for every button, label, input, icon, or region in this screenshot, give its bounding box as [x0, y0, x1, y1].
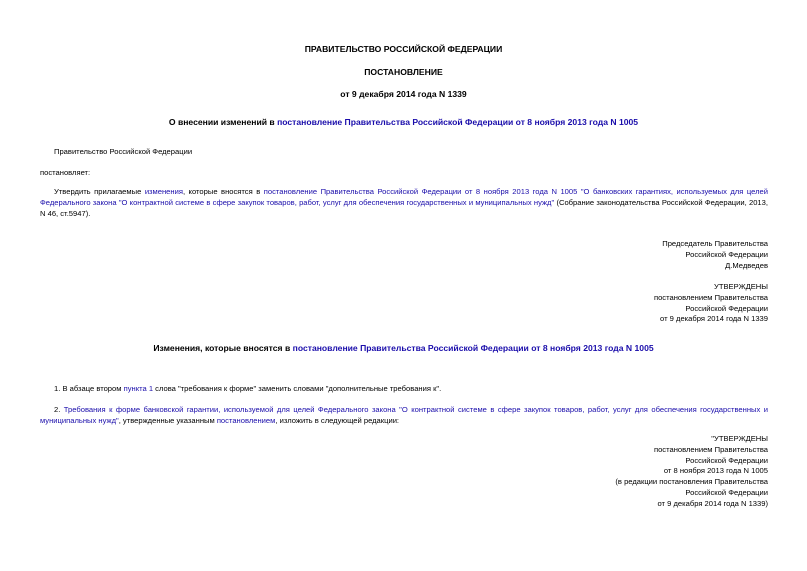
changes-title — [0, 343, 807, 353]
item2-text-c: , изложить в следующей редакции: — [275, 416, 400, 425]
document-date: от 9 декабря 2014 года N 1339 — [340, 89, 467, 99]
signature-line-2: Российской Федерации — [685, 249, 768, 259]
item1-text-b: слова "требования к форме" заменить словами "дополнительные требования к". — [153, 384, 442, 393]
approved-line-2: постановлением Правительства — [653, 292, 768, 302]
issuer-paragraph: Правительство Российской Федерации — [54, 147, 193, 156]
approved-block — [508, 282, 768, 325]
change-item-1 — [40, 383, 768, 394]
link-changes[interactable]: изменения — [144, 187, 183, 196]
quote-line-2: постановлением Правительства — [653, 444, 768, 454]
changes-title-link-resolution-1005[interactable]: постановление Правительства Российской Федерации от 8 ноября 2013 года N 1005 — [292, 343, 654, 353]
quote-line-3: Российской Федерации — [685, 455, 768, 465]
p1-text-b: , которые вносятся в — [182, 187, 264, 196]
quote-line-1: "УТВЕРЖДЕНЫ — [711, 434, 768, 443]
link-resolution-1005-full[interactable]: постановление Правительства Российской Федерации от 8 ноября 2013 года N 1005 "О банковских гарантиях, используемых для целей Федерального закона "О контрактной системе в сфере закупок товаров, работ, услуг для обеспечения государственных и муниципальных нужд" — [40, 187, 768, 207]
approved-line-1: УТВЕРЖДЕНЫ — [714, 282, 768, 291]
p1-text-a: Утвердить прилагаемые — [54, 187, 145, 196]
quote-line-5: (в редакции постановления Правительства — [615, 477, 768, 487]
approved-line-4: от 9 декабря 2014 года N 1339 — [660, 314, 768, 324]
document-title-prefix: О внесении изменений в — [168, 117, 278, 127]
document-type-heading: ПОСТАНОВЛЕНИЕ — [364, 67, 443, 77]
changes-title-prefix: Изменения, которые вносятся в — [153, 343, 293, 353]
signature-line-3: Д.Медведев — [725, 260, 768, 270]
government-heading: ПРАВИТЕЛЬСТВО РОССИЙСКОЙ ФЕДЕРАЦИИ — [304, 44, 503, 54]
document-title — [0, 117, 807, 127]
quoted-approval-block — [508, 434, 768, 510]
item2-text-b: , утвержденные указанным — [118, 416, 217, 425]
change-item-2 — [40, 404, 768, 426]
p1-text-c: (Собрание законодательства Российской Федерации, 2013, N 46, ст.5947). — [40, 198, 768, 218]
approved-line-3: Российской Федерации — [685, 303, 768, 313]
quote-line-7: от 9 декабря 2014 года N 1339) — [657, 498, 768, 508]
item1-text-a: 1. В абзаце втором — [54, 384, 124, 393]
paragraph-approve-changes — [40, 186, 768, 219]
quote-line-6: Российской Федерации — [685, 487, 768, 497]
title-link-resolution-1005[interactable]: постановление Правительства Российской Федерации от 8 ноября 2013 года N 1005 — [277, 117, 639, 127]
decrees-paragraph: постановляет: — [40, 168, 91, 177]
signature-block — [508, 239, 768, 271]
link-clause-1[interactable]: пункта 1 — [123, 384, 154, 393]
link-resolution[interactable]: постановлением — [216, 416, 276, 425]
item2-number: 2. — [54, 405, 64, 414]
quote-line-4: от 8 ноября 2013 года N 1005 — [663, 466, 768, 476]
signature-line-1: Председатель Правительства — [662, 239, 768, 248]
link-guarantee-requirements[interactable]: Требования к форме банковской гарантии, используемой для целей Федерального закона "О контрактной системе в сфере закупок товаров, работ, услуг для обеспечения государственных и муниципальных нужд" — [40, 405, 768, 425]
